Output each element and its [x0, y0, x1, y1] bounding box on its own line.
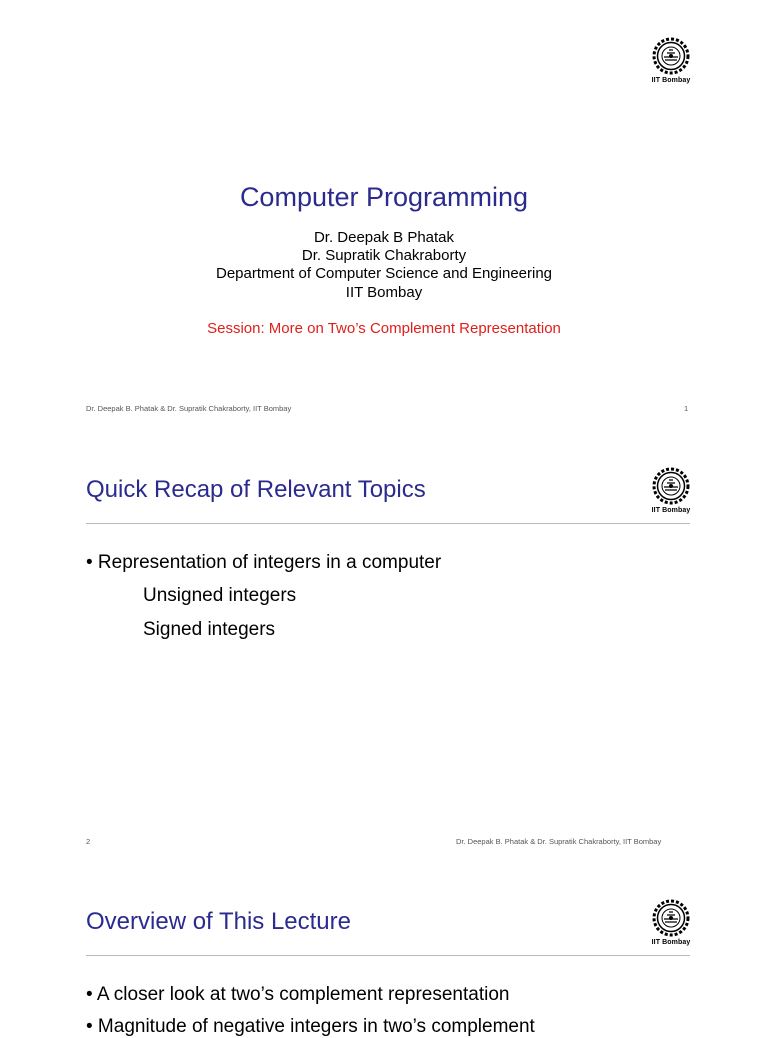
slide-title: Quick Recap of Relevant Topics	[86, 476, 426, 503]
title-divider	[86, 955, 690, 956]
slide-title: Overview of This Lecture	[86, 908, 351, 935]
gear-emblem-icon	[650, 36, 692, 76]
iit-bombay-logo	[641, 36, 701, 84]
institute-line: IIT Bombay	[345, 284, 423, 301]
iit-bombay-logo	[641, 466, 701, 514]
gear-emblem-icon	[650, 466, 692, 506]
page-number: 1	[684, 404, 689, 413]
slide-3	[0, 864, 768, 1037]
logo-label: IIT Bombay	[651, 77, 691, 84]
footer-credit: Dr. Deepak B. Phatak & Dr. Supratik Chakraborty, IIT Bombay	[456, 837, 662, 846]
bullet-item: • Magnitude of negative integers in two’s complement	[86, 1016, 535, 1037]
logo-label: IIT Bombay	[651, 939, 691, 946]
author-line: Dr. Deepak B Phatak	[313, 229, 455, 246]
bullet-item: • A closer look at two’s complement representation	[86, 984, 510, 1005]
gear-emblem-icon	[650, 898, 692, 938]
sub-item: Signed integers	[143, 619, 276, 640]
slide-2	[0, 432, 768, 864]
footer-credit: Dr. Deepak B. Phatak & Dr. Supratik Chakraborty, IIT Bombay	[86, 404, 292, 413]
page-number: 2	[86, 837, 91, 846]
logo-label: IIT Bombay	[651, 507, 691, 514]
sub-item: Unsigned integers	[143, 585, 297, 606]
author-line: Dr. Supratik Chakraborty	[301, 247, 467, 264]
department-line: Department of Computer Science and Engineering	[215, 265, 553, 282]
bullet-item: • Representation of integers in a computer	[86, 552, 442, 573]
slide-title: Computer Programming	[239, 182, 529, 212]
iit-bombay-logo	[641, 898, 701, 946]
session-title: Session: More on Two’s Complement Representation	[207, 320, 561, 337]
title-divider	[86, 523, 690, 524]
slide-1	[0, 0, 768, 432]
